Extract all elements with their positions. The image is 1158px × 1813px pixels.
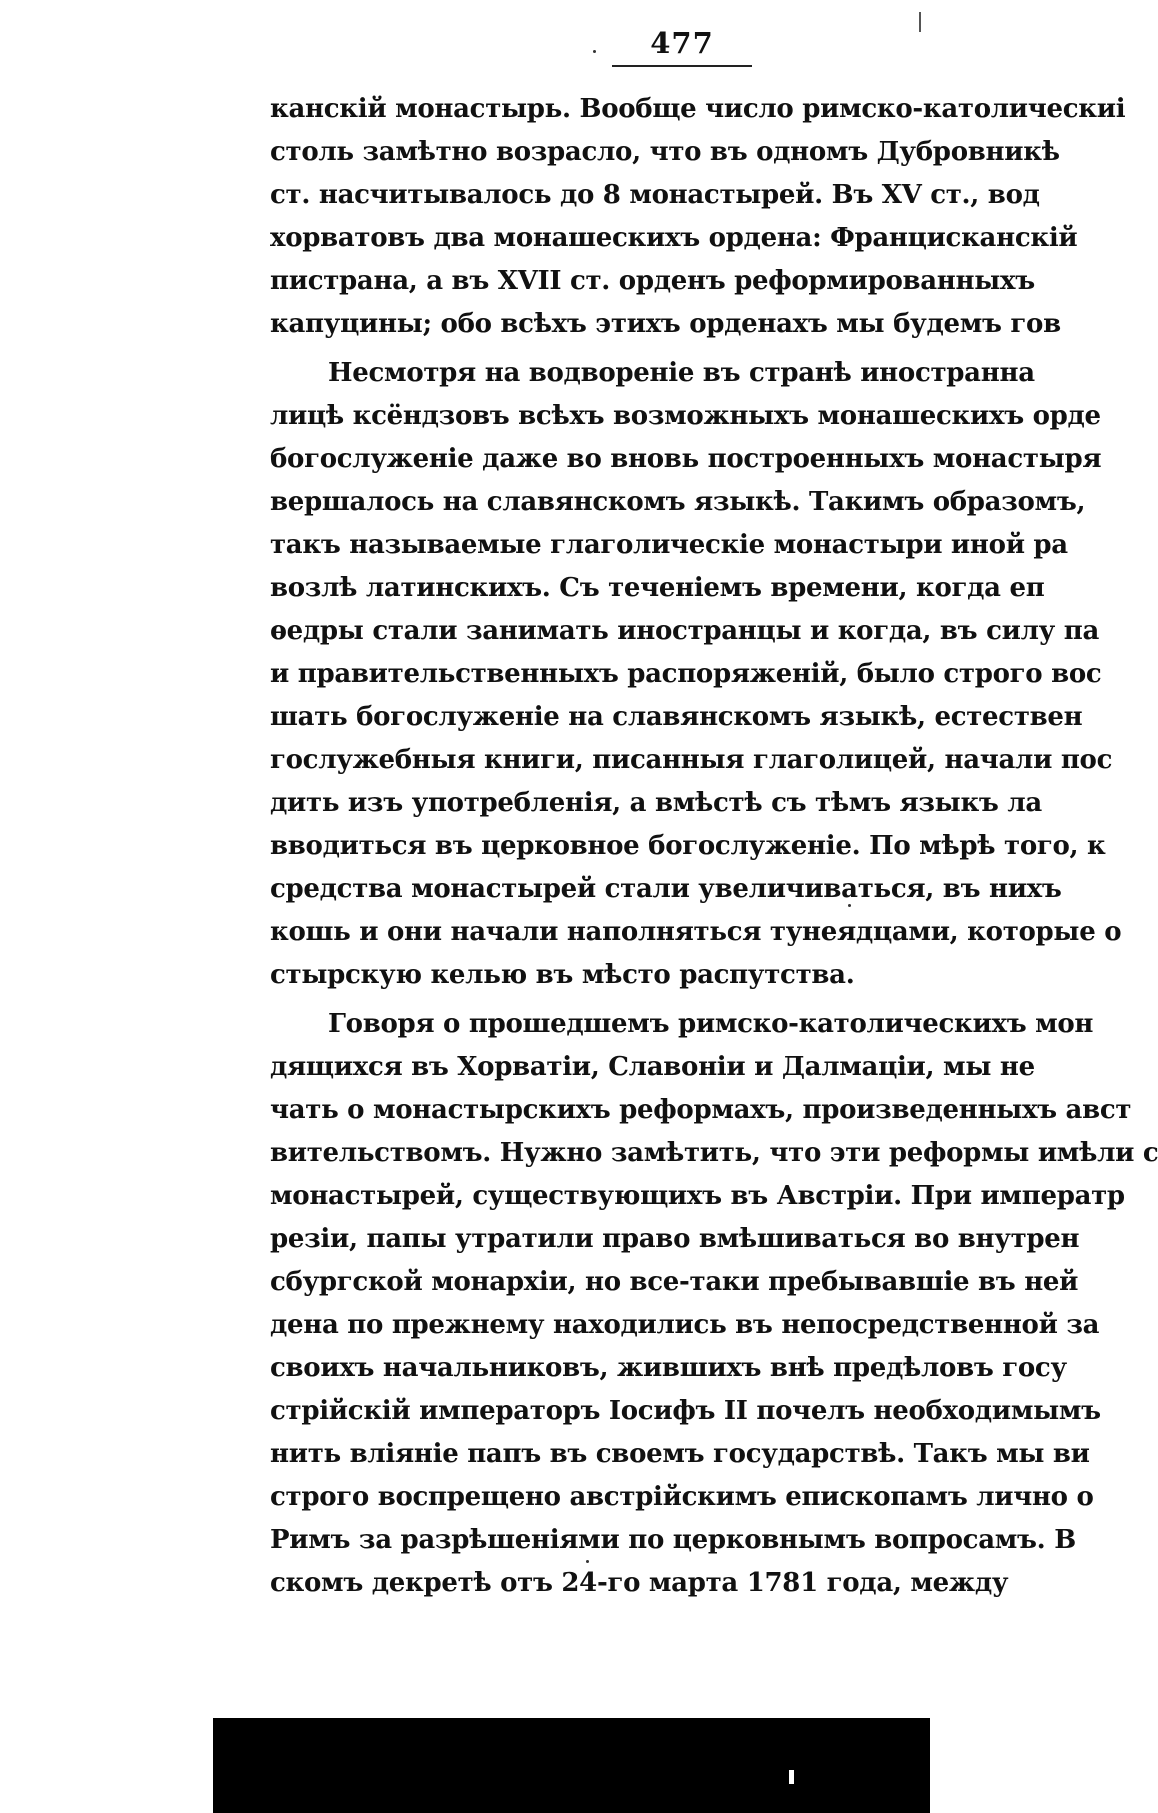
paragraph-first-line: Несмотря на водвореніе въ странѣ иностранна (328, 358, 1035, 388)
text-line: строго воспрещено австрійскимъ епископамъ лично о (270, 1482, 1094, 1512)
text-line: дена по прежнему находились въ непосредственной за (270, 1310, 1100, 1340)
text-line: скомъ декретѣ отъ 24-го марта 1781 года, между (270, 1568, 1009, 1598)
text-line: ст. насчитывалось до 8 монастырей. Въ XV ст., вод (270, 180, 1040, 210)
text-line: кошь и они начали наполняться тунеядцами, которые о (270, 917, 1122, 947)
scan-speck (848, 904, 851, 907)
page-body-text (270, 88, 1158, 1598)
text-line: возлѣ латинскихъ. Съ теченіемъ времени, когда еп (270, 573, 1045, 603)
margin-mark (919, 12, 921, 32)
text-line: нить вліяніе папъ въ своемъ государствѣ. Такъ мы ви (270, 1439, 1090, 1469)
scan-border-mark (789, 1770, 794, 1784)
text-line: шать богослуженіе на славянскомъ языкѣ, естествен (270, 702, 1083, 732)
paragraph-first-line: Говоря о прошедшемъ римско-католическихъ мон (328, 1009, 1094, 1039)
text-line: монастырей, существующихъ въ Австріи. При императр (270, 1181, 1125, 1211)
text-line: средства монастырей стали увеличиваться, въ нихъ (270, 874, 1062, 904)
text-line: капуцины; обо всѣхъ этихъ орденахъ мы будемъ гов (270, 309, 1061, 339)
text-line: богослуженіе даже во вновь построенныхъ монастыря (270, 444, 1102, 474)
text-line: пистрана, а въ XVII ст. орденъ реформированныхъ (270, 266, 1035, 296)
text-line: вводиться въ церковное богослуженіе. По мѣрѣ того, к (270, 831, 1106, 861)
text-line: хорватовъ два монашескихъ ордена: Францисканскій (270, 223, 1078, 253)
page-number: 477 (650, 26, 714, 60)
text-line: вительствомъ. Нужно замѣтить, что эти реформы имѣли с (270, 1138, 1158, 1168)
text-line: дящихся въ Хорватіи, Славоніи и Далмаціи, мы не (270, 1052, 1035, 1082)
scan-speck (586, 1560, 589, 1563)
scan-border-bar (213, 1718, 930, 1813)
text-line: дить изъ употребленія, а вмѣстѣ съ тѣмъ языкъ ла (270, 788, 1042, 818)
text-line: Римъ за разрѣшеніями по церковнымъ вопросамъ. В (270, 1525, 1076, 1555)
text-line: столь замѣтно возрасло, что въ одномъ Дубровникѣ (270, 137, 1060, 167)
text-line: такъ называемые глаголическіе монастыри иной ра (270, 530, 1068, 560)
text-line: и правительственныхъ распоряженій, было строго вос (270, 659, 1102, 689)
text-line: стрійскій императоръ Іосифъ II почелъ необходимымъ (270, 1396, 1101, 1426)
paragraph-first-line: канскій монастырь. Вообще число римско-католическиі (270, 94, 1126, 124)
page-number-underline (612, 65, 752, 67)
scan-speck (593, 50, 596, 53)
text-line: резіи, папы утратили право вмѣшиваться во внутрен (270, 1224, 1080, 1254)
text-line: своихъ начальниковъ, жившихъ внѣ предѣловъ госу (270, 1353, 1067, 1383)
text-line: гослужебныя книги, писанныя глаголицей, начали пос (270, 745, 1113, 775)
text-line: сбургской монархіи, но все-таки пребывавшіе въ ней (270, 1267, 1079, 1297)
text-line: вершалось на славянскомъ языкѣ. Такимъ образомъ, (270, 487, 1086, 517)
text-line: лицѣ ксёндзовъ всѣхъ возможныхъ монашескихъ орде (270, 401, 1101, 431)
text-line: чать о монастырскихъ реформахъ, произведенныхъ авст (270, 1095, 1132, 1125)
text-line: стырскую келью въ мѣсто распутства. (270, 960, 855, 990)
text-line: ѳедры стали занимать иностранцы и когда, въ силу па (270, 616, 1100, 646)
